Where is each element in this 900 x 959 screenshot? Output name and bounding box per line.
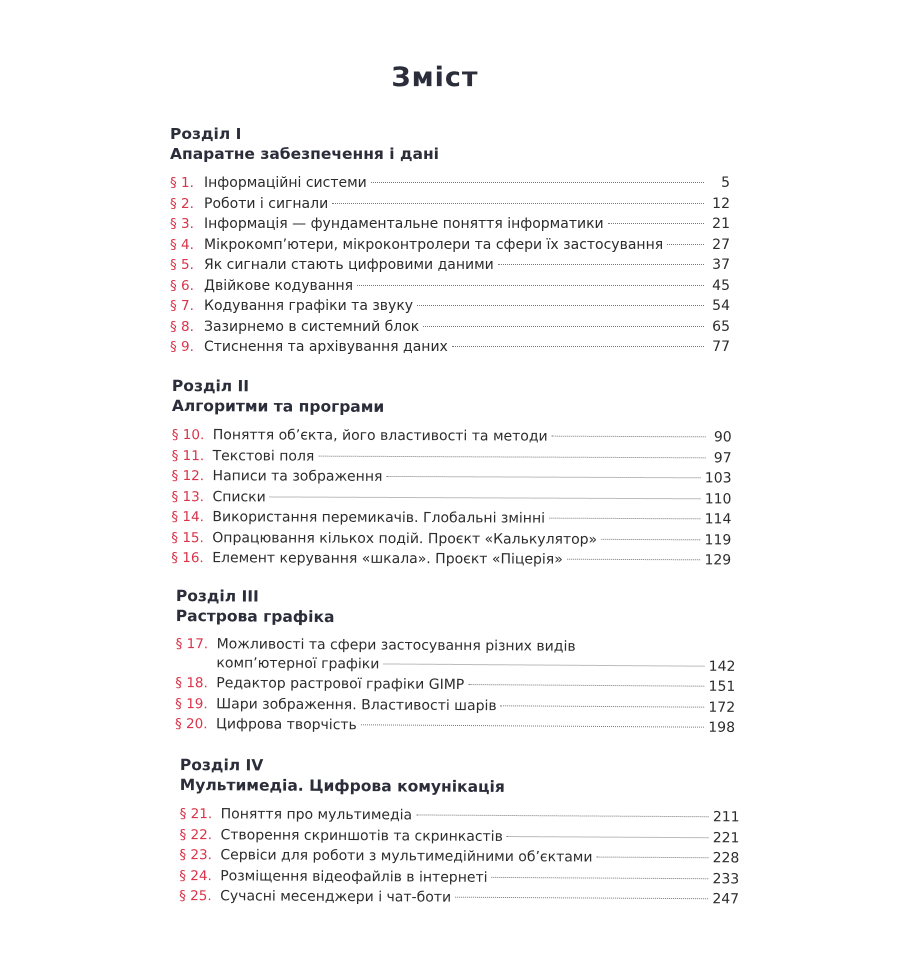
toc-list bbox=[170, 173, 730, 358]
toc-entry[interactable] bbox=[172, 466, 732, 489]
page-number: 103 bbox=[704, 470, 732, 487]
section-number: § 8. bbox=[170, 318, 194, 335]
dot-leader bbox=[383, 663, 704, 666]
dot-leader bbox=[596, 857, 708, 859]
toc-list bbox=[171, 425, 732, 571]
toc-entry[interactable] bbox=[171, 486, 731, 509]
section-title: Шари зображення. Властивості шарів bbox=[216, 695, 497, 714]
page-number: 172 bbox=[708, 699, 736, 716]
section-number: § 6. bbox=[170, 277, 194, 294]
part-label: Розділ І bbox=[170, 125, 242, 143]
page-number: 77 bbox=[712, 339, 730, 355]
section-number: § 2. bbox=[170, 195, 194, 212]
section-title: Списки bbox=[212, 488, 266, 505]
section-title: Сервіси для роботи з мультимедійними об’єктами bbox=[220, 847, 593, 866]
section-number: § 19. bbox=[175, 695, 208, 712]
page-number: 27 bbox=[712, 236, 730, 253]
section-title: Написи та зображення bbox=[212, 468, 383, 485]
section-title: Мікрокомп’ютери, мікроконтролери та сфери їх застосування bbox=[204, 236, 664, 253]
dot-leader bbox=[552, 436, 706, 438]
section-number: § 14. bbox=[171, 508, 204, 526]
part-name: Растрова графіка bbox=[175, 606, 335, 627]
section-number: § 15. bbox=[171, 529, 204, 546]
section-title: Сучасні месенджери і чат-боти bbox=[220, 888, 452, 906]
toc-entry[interactable] bbox=[175, 714, 735, 738]
page-number: 54 bbox=[712, 298, 730, 314]
page-number: 114 bbox=[704, 511, 732, 528]
page-number: 65 bbox=[712, 318, 730, 335]
toc-entry[interactable] bbox=[170, 276, 730, 297]
part-name: Апаратне забезпечення і дані bbox=[170, 145, 439, 163]
section-title: Опрацювання кількох подій. Проєкт «Калькулятор» bbox=[212, 529, 598, 548]
page-number: 45 bbox=[712, 277, 730, 294]
page-number: 110 bbox=[704, 490, 732, 507]
section-number: § 1. bbox=[170, 175, 194, 191]
section-number: § 3. bbox=[170, 216, 194, 232]
toc-entry[interactable] bbox=[170, 235, 730, 256]
dot-leader bbox=[507, 835, 709, 837]
dot-leader bbox=[357, 285, 704, 286]
page-number: 129 bbox=[704, 552, 732, 569]
toc-list bbox=[175, 635, 736, 738]
toc-entry[interactable] bbox=[170, 214, 730, 235]
section-number: § 7. bbox=[170, 298, 194, 314]
page-number: 97 bbox=[713, 449, 732, 466]
dot-leader bbox=[468, 684, 704, 687]
dot-leader bbox=[498, 264, 704, 265]
section-number: § 23. bbox=[179, 846, 212, 864]
section-number: § 20. bbox=[174, 715, 208, 733]
toc-entry[interactable] bbox=[171, 507, 731, 530]
dot-leader bbox=[386, 476, 700, 478]
dot-leader bbox=[318, 455, 705, 458]
dot-leader bbox=[549, 518, 701, 520]
section-title: Поняття про мультимедіа bbox=[220, 806, 413, 824]
section-title-wrap bbox=[216, 635, 735, 677]
part-3 bbox=[175, 586, 736, 738]
section-number: § 25. bbox=[179, 887, 212, 905]
dot-leader bbox=[361, 724, 704, 727]
dot-leader bbox=[417, 305, 704, 306]
part-label: Розділ IV bbox=[179, 756, 264, 775]
section-number: § 22. bbox=[179, 826, 213, 843]
section-title: Використання перемикачів. Глобальні змінні bbox=[212, 509, 546, 527]
section-title: Розміщення відеофайлів в інтернеті bbox=[220, 867, 488, 886]
page-number: 211 bbox=[712, 809, 740, 826]
section-title-line-2: комп’ютерної графіки bbox=[216, 655, 380, 673]
part-label: Розділ ІІ bbox=[171, 377, 250, 396]
page-number: 21 bbox=[712, 216, 730, 232]
dot-leader bbox=[608, 223, 704, 224]
section-title: Текстові поля bbox=[212, 447, 315, 465]
toc-entry[interactable] bbox=[170, 337, 730, 358]
dot-leader bbox=[270, 496, 701, 499]
toc-entry[interactable] bbox=[170, 255, 730, 276]
dot-leader bbox=[492, 876, 709, 878]
toc-entry[interactable] bbox=[175, 635, 735, 677]
section-title: Поняття об’єкта, його властивості та методи bbox=[212, 427, 548, 445]
section-title: Інформація — фундаментальне поняття інформатики bbox=[204, 216, 604, 232]
section-title: Як сигнали стають цифровими даними bbox=[204, 257, 494, 273]
section-title: Можливості та сфери застосування різних видів bbox=[216, 636, 576, 655]
dot-leader bbox=[567, 559, 701, 561]
toc-entry[interactable] bbox=[170, 296, 730, 317]
section-title: Створення скриншотів та скринкастів bbox=[220, 826, 503, 845]
part-2 bbox=[171, 376, 732, 571]
dot-leader bbox=[416, 814, 709, 817]
section-number: § 16. bbox=[171, 549, 204, 567]
page-number: 233 bbox=[712, 870, 740, 887]
page-title: Зміст bbox=[391, 62, 479, 93]
part-label: Розділ ІІІ bbox=[175, 587, 259, 606]
page-number: 142 bbox=[708, 658, 736, 675]
toc-entry[interactable] bbox=[170, 194, 730, 215]
toc-entry[interactable] bbox=[172, 445, 732, 468]
section-title: Двійкове кодування bbox=[204, 277, 354, 294]
page-number: 247 bbox=[712, 891, 740, 908]
section-title: Кодування графіки та звуку bbox=[204, 298, 414, 314]
page-number: 90 bbox=[713, 429, 732, 446]
section-number: § 5. bbox=[170, 257, 194, 273]
section-title: Роботи і сигнали bbox=[204, 195, 329, 212]
section-title: Елемент керування «шкала». Проєкт «Піцерія» bbox=[212, 550, 563, 568]
section-number: § 11. bbox=[171, 447, 205, 464]
section-title: Цифрова творчість bbox=[215, 716, 357, 734]
section-number: § 10. bbox=[171, 426, 205, 444]
dot-leader bbox=[501, 705, 705, 707]
section-number: § 4. bbox=[170, 236, 194, 253]
toc-entry[interactable] bbox=[179, 886, 739, 910]
section-number: § 13. bbox=[171, 488, 205, 505]
section-number: § 12. bbox=[171, 467, 205, 485]
toc-entry[interactable] bbox=[170, 317, 730, 338]
section-number: § 9. bbox=[170, 339, 194, 355]
part-name: Алгоритми та програми bbox=[171, 396, 385, 416]
page-number: 228 bbox=[712, 850, 740, 867]
page-number: 12 bbox=[712, 195, 730, 212]
section-number: § 17. bbox=[175, 635, 209, 653]
part-1 bbox=[170, 124, 730, 358]
page-number: 198 bbox=[708, 719, 736, 736]
section-title: Стиснення та архівування даних bbox=[204, 339, 448, 355]
part-name: Мультимедіа. Цифрова комунікація bbox=[179, 775, 505, 796]
page-number: 151 bbox=[708, 678, 736, 695]
page-number: 119 bbox=[704, 531, 732, 548]
section-title: Інформаційні системи bbox=[204, 175, 367, 191]
page-number: 221 bbox=[712, 829, 740, 846]
dot-leader bbox=[371, 182, 704, 183]
dot-leader bbox=[601, 538, 700, 539]
page-number: 37 bbox=[712, 257, 730, 273]
dot-leader bbox=[332, 203, 704, 204]
toc-entry[interactable] bbox=[171, 548, 731, 571]
section-number: § 24. bbox=[179, 867, 212, 884]
section-number: § 18. bbox=[175, 674, 208, 692]
dot-leader bbox=[452, 346, 704, 347]
dot-leader bbox=[423, 326, 704, 327]
section-number: § 21. bbox=[179, 805, 213, 823]
toc-entry[interactable] bbox=[170, 173, 730, 194]
section-title: Зазирнемо в системний блок bbox=[204, 318, 420, 335]
toc-entry[interactable] bbox=[171, 527, 731, 550]
section-title: Редактор растрової графіки GIMP bbox=[216, 675, 465, 694]
dot-leader bbox=[667, 244, 704, 245]
dot-leader bbox=[455, 897, 708, 900]
toc-list bbox=[179, 804, 740, 910]
page-number: 5 bbox=[721, 175, 730, 191]
part-4 bbox=[179, 755, 740, 910]
toc-entry[interactable] bbox=[172, 425, 732, 448]
